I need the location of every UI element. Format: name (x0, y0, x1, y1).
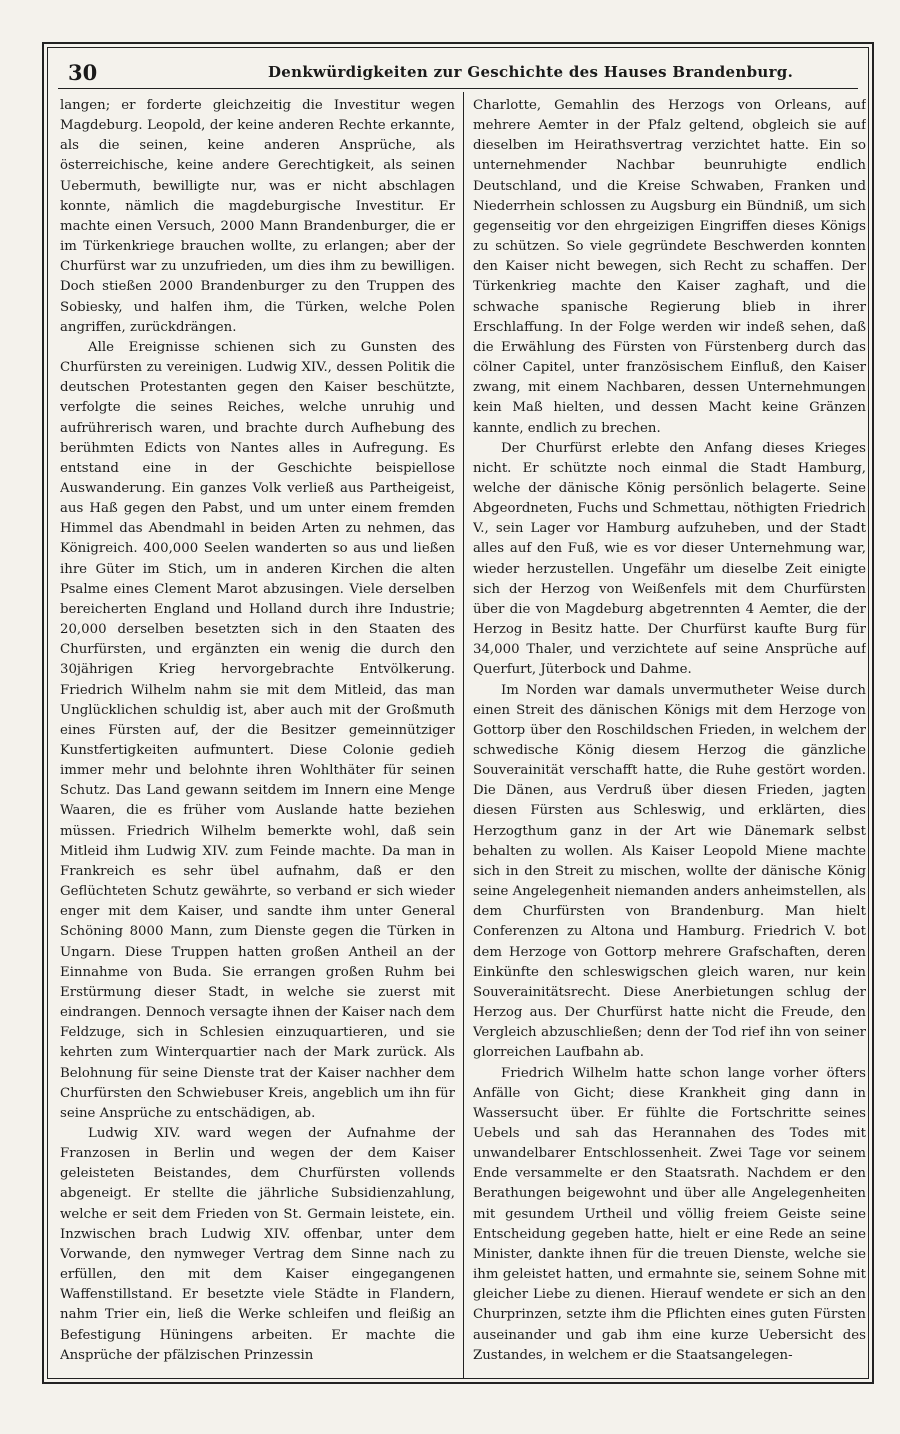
page-header (58, 54, 858, 89)
paragraph: Der Churfürst erlebte den Anfang dieses Krieges nicht. Er schützte noch einmal die Stadt Hamburg, welche der dänische König persönlich belagerte. Seine Abgeordneten, Fuchs und Schmettau, nöthigten Friedrich V., sein Lager vor Hamburg aufzuheben, und der Stadt alles auf den Fuß, wie es vor dieser Unternehmung war, wieder herzustellen. Ungefähr um dieselbe Zeit einigte sich der Herzog von Weißenfels mit dem Churfürsten über die von Magdeburg abgetrennten 4 Aemter, die der Herzog in Besitz hatte. Der Churfürst kaufte Burg für 34,000 Thaler, und verzichtete auf seine Ansprüche auf Querfurt, Jüterbock und Dahme. (473, 440, 866, 678)
column-divider (463, 92, 464, 1379)
paragraph: Ludwig XIV. ward wegen der Aufnahme der Franzosen in Berlin und wegen der dem Kaiser geleisteten Beistandes, dem Churfürsten vollends abgeneigt. Er stellte die jährliche Subsidienzahlung, welche er seit dem Frieden von St. Germain leistete, ein. Inzwischen brach Ludwig XIV. offenbar, unter dem Vorwande, den nymweger Vertrag dem Sinne nach zu erfüllen, den mit dem Kaiser eingegangenen Waffenstillstand. Er besetzte viele Städte in Flandern, nahm Trier ein, ließ die Werke schleifen und fleißig an Befestigung Hüningens arbeiten. Er machte die Ansprüche der pfälzischen Prinzessin (60, 1125, 455, 1363)
paragraph: Friedrich Wilhelm hatte schon lange vorher öfters Anfälle von Gicht; diese Krankheit ging dann in Wassersucht über. Er fühlte die Fortschritte seines Uebels und sah das Herannahen des Todes mit unwandelbarer Entschlossenheit. Zwei Tage vor seinem Ende versammelte er den Staatsrath. Nachdem er den Berathungen beigewohnt und über alle Angelegenheiten mit gesundem Urtheil und völlig freiem Geiste seine Entscheidung gegeben hatte, hielt er eine Rede an seine Minister, dankte ihnen für die treuen Dienste, welche sie ihm geleistet hatten, und ermahnte sie, seinem Sohne mit gleicher Liebe zu dienen. Hierauf wendete er sich an den Churprinzen, setzte ihm die Pflichten eines guten Fürsten auseinander und gab ihm eine kurze Uebersicht des Zustandes, in welchem er die Staatsangelegen- (473, 1065, 866, 1363)
page-number: 30 (68, 60, 98, 85)
paragraph: Charlotte, Gemahlin des Herzogs von Orleans, auf mehrere Aemter in der Pfalz geltend, obgleich sie auf dieselben im Heirathsvertrag verzichtet hatte. Ein so unternehmender Nachbar beunruhigte endlich Deutschland, und die Kreise Schwaben, Franken und Niederrhein schlossen zu Augsburg ein Bündniß, um sich gegenseitig vor den ehrgeizigen Eingriffen dieses Königs zu schützen. So viele gegründete Beschwerden konnten den Kaiser nicht bewegen, sich Recht zu schaffen. Der Türkenkrieg machte den Kaiser zaghaft, und die schwache spanische Regierung blieb in ihrer Erschlaffung. In der Folge werden wir indeß sehen, daß die Erwählung des Fürsten von Fürstenberg durch das cölner Capitel, unter französischem Einfluß, den Kaiser zwang, mit einem Nachbaren, dessen Unternehmungen kein Maß hielten, und dessen Macht keine Gränzen kannte, endlich zu brechen. (473, 98, 866, 436)
running-title: Denkwürdigkeiten zur Geschichte des Hauses Brandenburg. (268, 63, 794, 81)
paragraph: Alle Ereignisse schienen sich zu Gunsten des Churfürsten zu vereinigen. Ludwig XIV., dessen Politik die deutschen Protestanten gegen den Kaiser beschützte, verfolgte die seines Reiches, welche unruhig und aufrührerisch waren, und brachte durch Aufhebung des berühmten Edicts von Nantes alles in Aufregung. Es entstand eine in der Geschichte beispiellose Auswanderung. Ein ganzes Volk verließ aus Partheigeist, aus Haß gegen den Pabst, und um unter einem fremden Himmel das Abendmahl in beiden Arten zu nehmen, das Königreich. 400,000 Seelen wanderten so aus und ließen ihre Güter im Stich, um in anderen Kirchen die alten Psalme eines Clement Marot abzusingen. Viele derselben bereicherten England und Holland durch ihre Industrie; 20,000 derselben besetzten sich in den Staaten des Churfürsten, und ergänzten ein wenig die durch den 30jährigen Krieg hervorgebrachte Entvölkerung. Friedrich Wilhelm nahm sie mit dem Mitleid, das man Unglücklichen schuldig ist, aber auch mit der Großmuth eines Fürsten auf, der die Besitzer gemeinnütziger Kunstfertigkeiten aufmuntert. Diese Colonie gedieh immer mehr und belohnte ihren Wohlthäter für seinen Schutz. Das Land gewann seitdem im Innern eine Menge Waaren, die es früher vom Auslande hatte beziehen müssen. Friedrich Wilhelm bemerkte wohl, daß sein Mitleid ihm Ludwig XIV. zum Feinde machte. Da man in Frankreich es sehr übel aufnahm, daß er den Geflüchteten Schutz gewährte, so verband er sich wieder enger mit dem Kaiser, und sandte ihm unter General Schöning 8000 Mann, zum Dienste gegen die Türken in Ungarn. Diese Truppen hatten großen Antheil an der Einnahme von Buda. Sie errangen großen Ruhm bei Erstürmung dieser Stadt, in welche sie zuerst mit eindrangen. Dennoch versagte ihnen der Kaiser nach dem Feldzuge, sich in Schlesien einzuquartieren, und sie kehrten zum Winterquartier nach der Mark zurück. Als Belohnung für seine Dienste trat der Kaiser nachher dem Churfürsten den Schwiebuser Kreis, angeblich um ihn für seine Ansprüche zu entschädigen, ab. (60, 339, 455, 1121)
paragraph: Im Norden war damals unvermutheter Weise durch einen Streit des dänischen Königs mit dem Herzoge von Gottorp über den Roschildschen Frieden, in welchem der schwedische König diesem Herzog die gänzliche Souverainität verschafft hatte, die Ruhe gestört worden. Die Dänen, aus Verdruß über diesen Frieden, jagten diesen Fürsten aus Schleswig, und erklärten, dies Herzogthum ganz in der Art wie Dänemark selbst behalten zu wollen. Als Kaiser Leopold Miene machte sich in den Streit zu mischen, wollte der dänische König seine Angelegenheit niemanden anders anheimstellen, als dem Churfürsten von Brandenburg. Man hielt Conferenzen zu Altona und Hamburg. Friedrich V. bot dem Herzoge von Gottorp mehrere Grafschaften, deren Einkünfte den schleswigschen gleich waren, nur kein Souverainitätsrecht. Diese Anerbietungen schlug der Herzog aus. Der Churfürst hatte nicht die Freude, den Vergleich abzuschließen; denn der Tod rief ihn von seiner glorreichen Laufbahn ab. (473, 682, 866, 1061)
paragraph: langen; er forderte gleichzeitig die Investitur wegen Magdeburg. Leopold, der keine anderen Rechte erkannte, als die seinen, keine anderen Ansprüche, als österreichische, keine andere Gerechtigkeit, als seinen Uebermuth, bewilligte nur, was er nicht abschlagen konnte, nämlich die magdeburgische Investitur. Er machte einen Versuch, 2000 Mann Brandenburger, die er im Türkenkriege brauchen wollte, zu erlangen; aber der Churfürst war zu unzufrieden, um dies ihm zu bewilligen. Doch stießen 2000 Brandenburger zu den Truppen des Sobiesky, und halfen ihm, die Türken, welche Polen angriffen, zurückdrängen. (60, 98, 455, 335)
left-column (60, 96, 455, 1380)
right-column (473, 96, 866, 1380)
